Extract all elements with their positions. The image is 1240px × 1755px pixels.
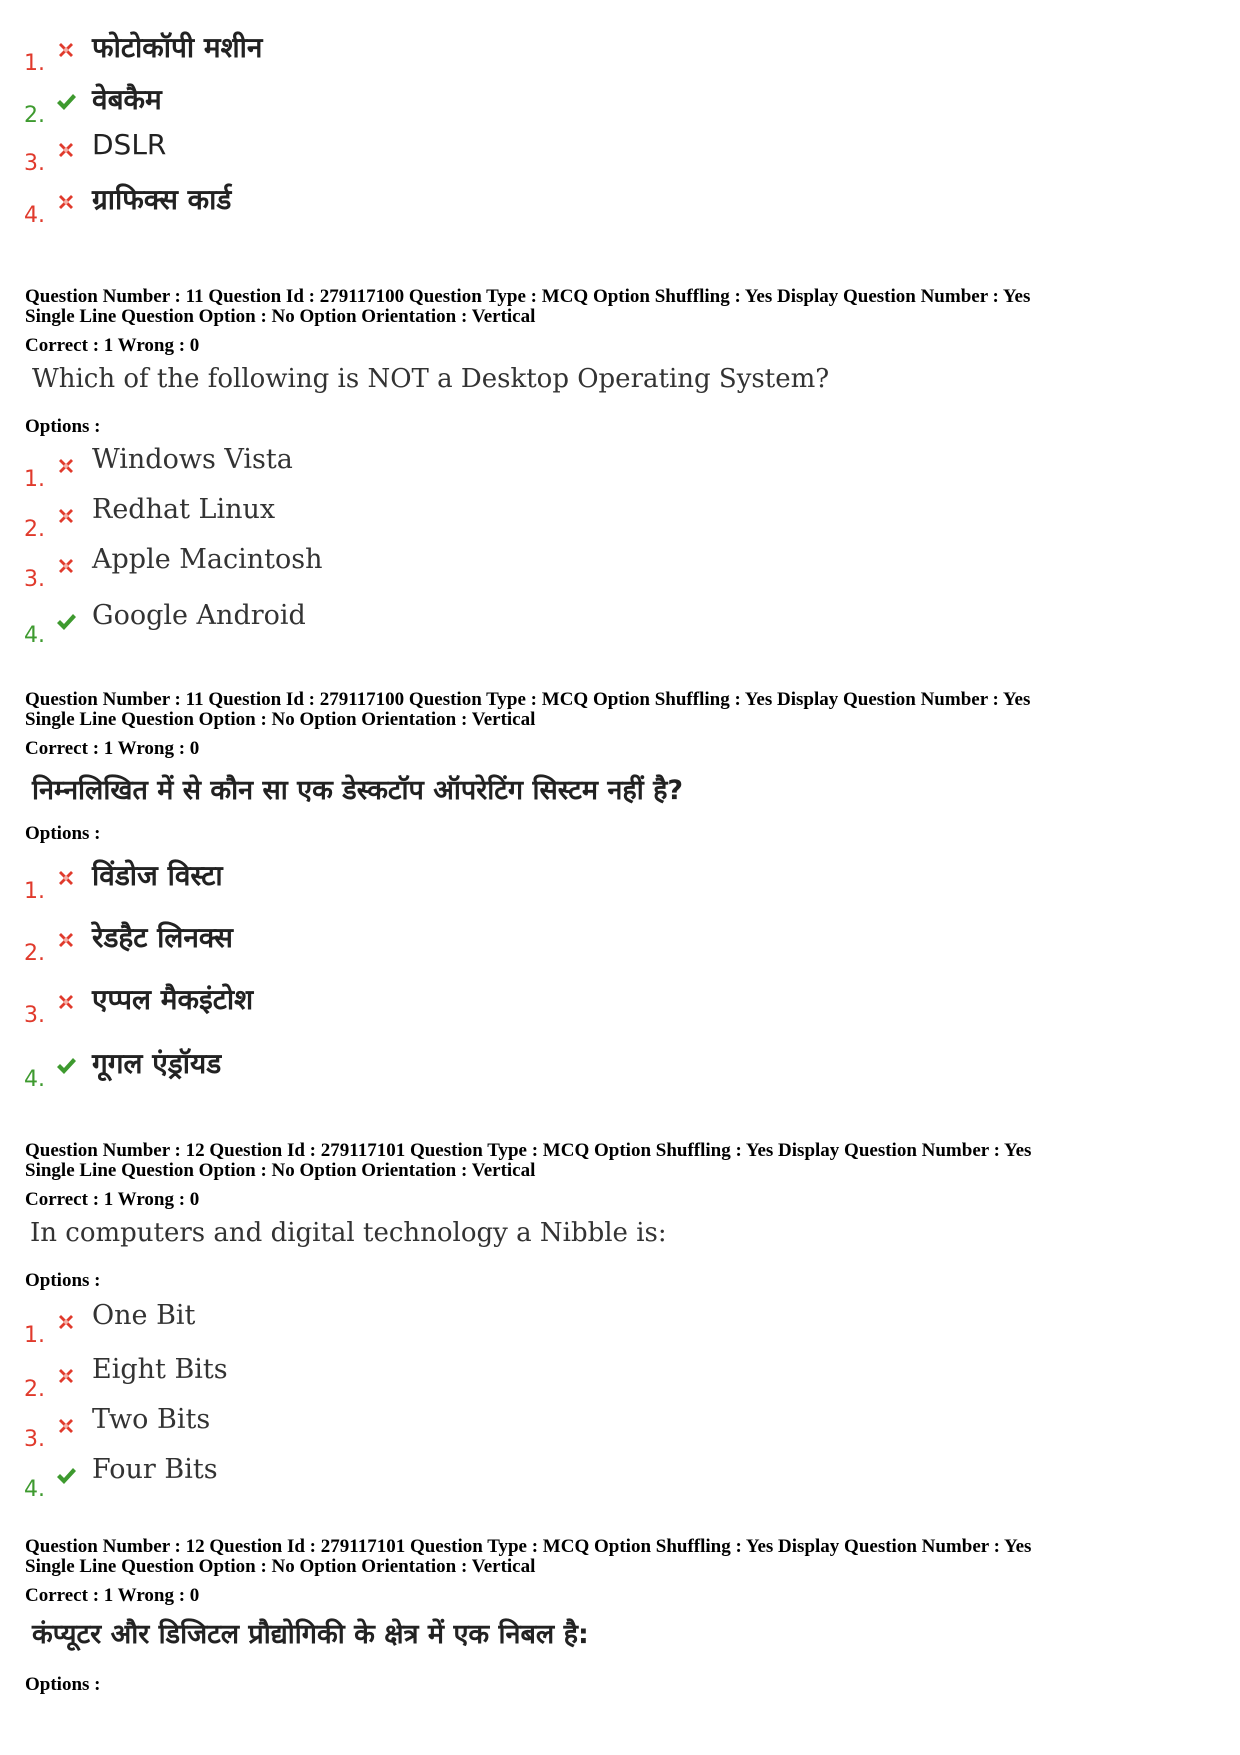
cross-icon bbox=[54, 990, 78, 1014]
option-text: एप्पल मैकइंटोश bbox=[92, 983, 254, 1016]
check-icon bbox=[54, 1054, 78, 1078]
options-label: Options : bbox=[25, 416, 101, 437]
option-text: Windows Vista bbox=[92, 444, 293, 475]
question-text: Which of the following is NOT a Desktop Operating System? bbox=[32, 364, 830, 394]
question-marks: Correct : 1 Wrong : 0 bbox=[25, 335, 200, 356]
options-label: Options : bbox=[25, 1674, 101, 1695]
option-number: 2. bbox=[24, 941, 45, 966]
cross-icon bbox=[54, 38, 78, 62]
question-meta-line-2: Single Line Question Option : No Option Orientation : Vertical bbox=[25, 306, 536, 327]
question-marks: Correct : 1 Wrong : 0 bbox=[25, 1189, 200, 1210]
option-number: 3. bbox=[24, 1427, 45, 1452]
option-number: 4. bbox=[24, 1067, 45, 1092]
option-number: 1. bbox=[24, 51, 45, 76]
option-text: Eight Bits bbox=[92, 1354, 228, 1385]
cross-icon bbox=[54, 454, 78, 478]
option-number: 3. bbox=[24, 567, 45, 592]
question-marks: Correct : 1 Wrong : 0 bbox=[25, 738, 200, 759]
option-number: 1. bbox=[24, 467, 45, 492]
options-label: Options : bbox=[25, 823, 101, 844]
question-meta-line-2: Single Line Question Option : No Option Orientation : Vertical bbox=[25, 1160, 536, 1181]
cross-icon bbox=[54, 928, 78, 952]
cross-icon bbox=[54, 138, 78, 162]
option-text: DSLR bbox=[92, 128, 167, 161]
cross-icon bbox=[54, 1310, 78, 1334]
question-meta-line-1: Question Number : 11 Question Id : 279117100 Question Type : MCQ Option Shuffling : Yes Display Question Number : Yes bbox=[25, 689, 1031, 710]
question-meta-line-1: Question Number : 11 Question Id : 279117100 Question Type : MCQ Option Shuffling : Yes Display Question Number : Yes bbox=[25, 286, 1031, 307]
option-number: 3. bbox=[24, 1003, 45, 1028]
option-number: 2. bbox=[24, 1377, 45, 1402]
question-meta-line-2: Single Line Question Option : No Option Orientation : Vertical bbox=[25, 709, 536, 730]
options-label: Options : bbox=[25, 1270, 101, 1291]
option-text: वेबकैम bbox=[92, 83, 162, 116]
option-text: Redhat Linux bbox=[92, 494, 276, 525]
question-text: निम्नलिखित में से कौन सा एक डेस्कटॉप ऑपरेटिंग सिस्टम नहीं है? bbox=[32, 775, 684, 806]
option-text: Two Bits bbox=[92, 1404, 211, 1435]
option-text: रेडहैट लिनक्स bbox=[92, 921, 233, 954]
question-text: In computers and digital technology a Nibble is: bbox=[30, 1218, 667, 1248]
check-icon bbox=[54, 1464, 78, 1488]
question-marks: Correct : 1 Wrong : 0 bbox=[25, 1585, 200, 1606]
option-text: ग्राफिक्स कार्ड bbox=[92, 183, 232, 216]
option-text: फोटोकॉपी मशीन bbox=[92, 31, 263, 64]
cross-icon bbox=[54, 504, 78, 528]
question-meta-line-2: Single Line Question Option : No Option Orientation : Vertical bbox=[25, 1556, 536, 1577]
option-number: 2. bbox=[24, 517, 45, 542]
question-text: कंप्यूटर और डिजिटल प्रौद्योगिकी के क्षेत्र में एक निबल है: bbox=[32, 1619, 589, 1650]
question-meta-line-1: Question Number : 12 Question Id : 279117101 Question Type : MCQ Option Shuffling : Yes Display Question Number : Yes bbox=[25, 1140, 1032, 1161]
check-icon bbox=[54, 90, 78, 114]
cross-icon bbox=[54, 190, 78, 214]
cross-icon bbox=[54, 1414, 78, 1438]
option-text: One Bit bbox=[92, 1300, 196, 1331]
option-number: 1. bbox=[24, 879, 45, 904]
option-text: विंडोज विस्टा bbox=[92, 859, 223, 892]
question-meta-line-1: Question Number : 12 Question Id : 279117101 Question Type : MCQ Option Shuffling : Yes Display Question Number : Yes bbox=[25, 1536, 1032, 1557]
option-text: Google Android bbox=[92, 600, 306, 631]
option-text: Four Bits bbox=[92, 1454, 218, 1485]
check-icon bbox=[54, 610, 78, 634]
option-number: 4. bbox=[24, 1477, 45, 1502]
option-text: Apple Macintosh bbox=[92, 544, 323, 575]
option-number: 2. bbox=[24, 103, 45, 128]
cross-icon bbox=[54, 554, 78, 578]
option-number: 3. bbox=[24, 151, 45, 176]
cross-icon bbox=[54, 1364, 78, 1388]
option-number: 1. bbox=[24, 1323, 45, 1348]
option-text: गूगल एंड्रॉयड bbox=[92, 1047, 222, 1080]
option-number: 4. bbox=[24, 203, 45, 228]
option-number: 4. bbox=[24, 623, 45, 648]
cross-icon bbox=[54, 866, 78, 890]
